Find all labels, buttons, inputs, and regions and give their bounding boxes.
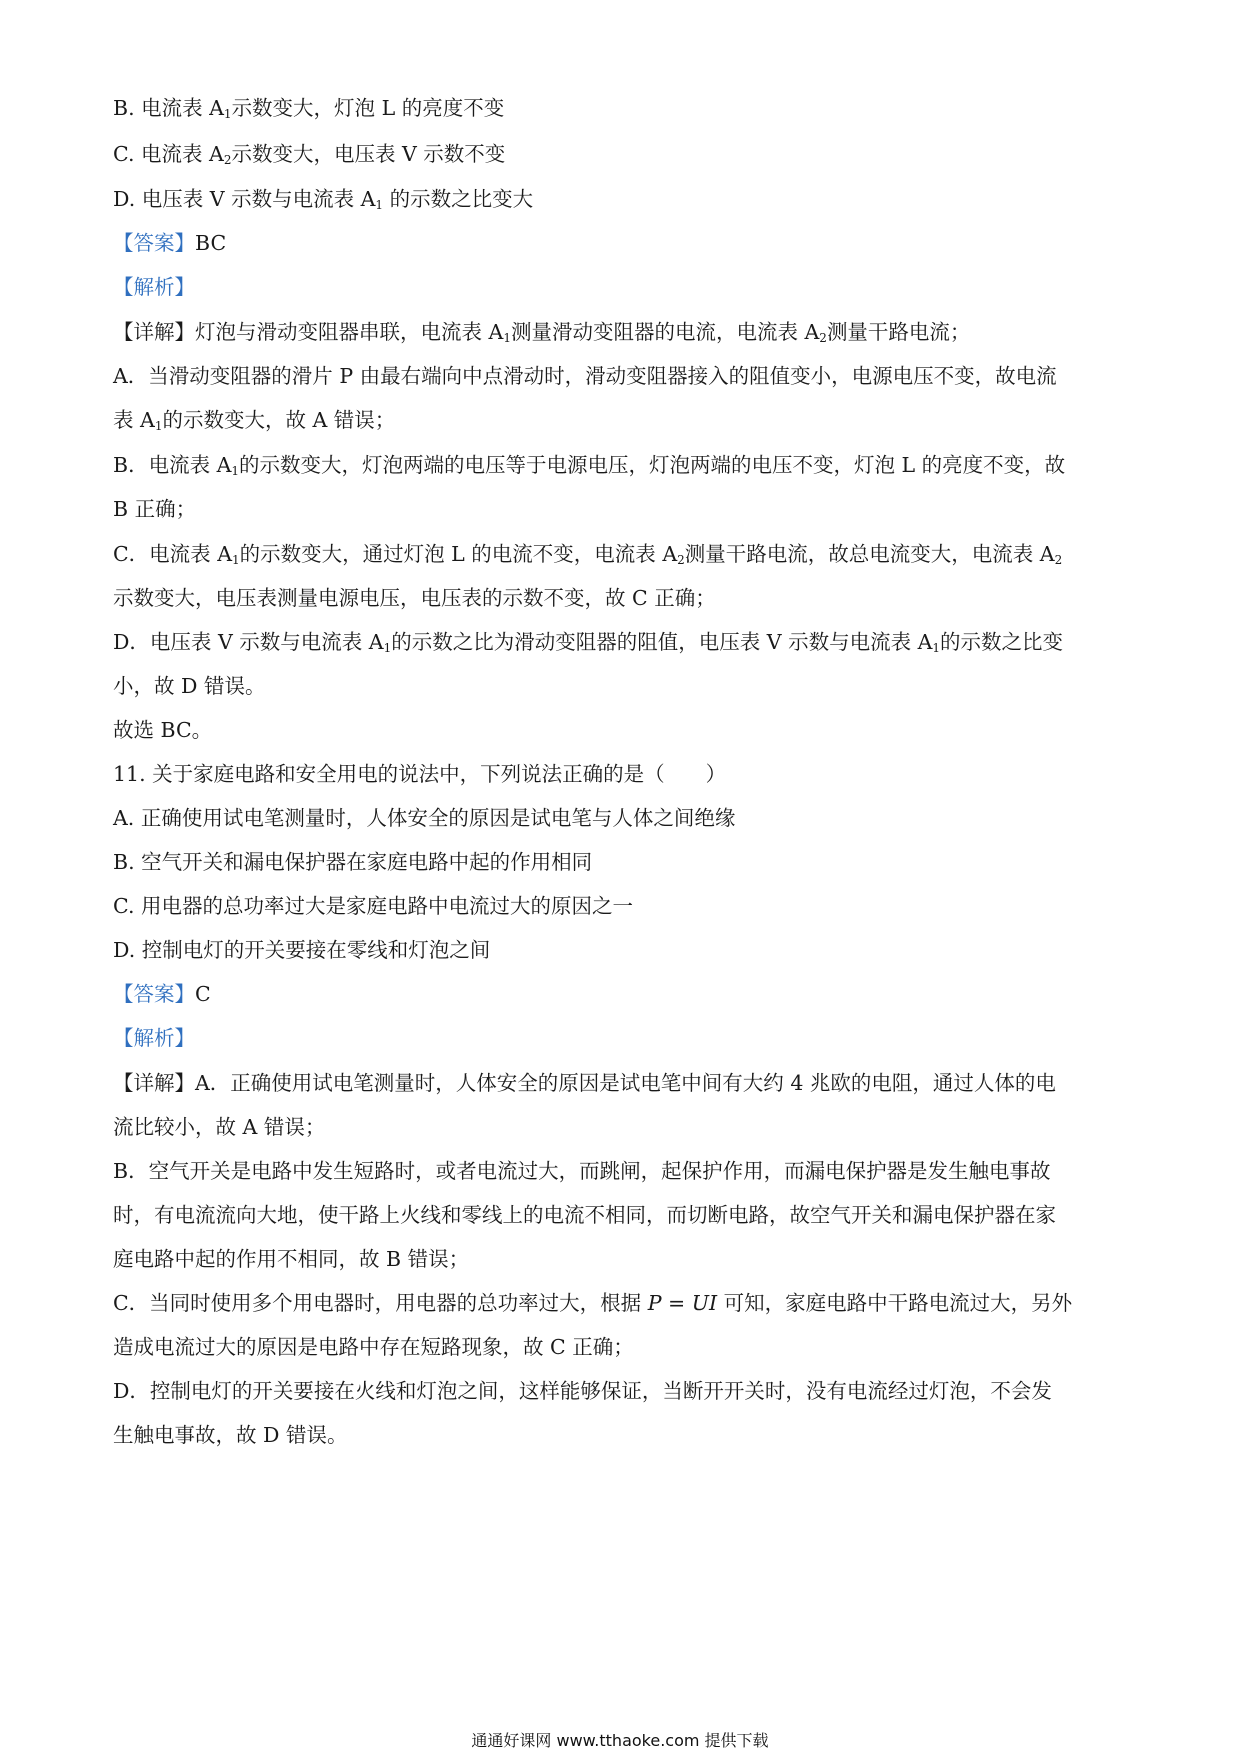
text-run: 的示数之比为滑动变阻器的阻值，电压表 V 示数与电流表 A (391, 630, 933, 654)
text-run: 表 A (113, 408, 155, 432)
q10-option-b (113, 94, 504, 122)
text-run: 小，故 D 错误。 (113, 674, 266, 698)
q10-conclusion (113, 716, 212, 744)
q11-detail-5 (113, 1245, 469, 1273)
q11-option-c (113, 892, 633, 920)
text-run: B. 电流表 A (113, 96, 224, 120)
section-tag: 【答案】 (113, 982, 195, 1006)
text-run: 生触电事故，故 D 错误。 (113, 1423, 348, 1447)
text-run: 【详解】灯泡与滑动变阻器串联，电流表 A (113, 320, 504, 344)
text-run: 的示数变大，故 A 错误； (162, 408, 396, 432)
subscript: 1 (375, 198, 384, 212)
q11-detail-7 (113, 1333, 634, 1361)
subscript: 1 (154, 419, 163, 433)
text-run: A．当滑动变阻器的滑片 P 由最右端向中点滑动时，滑动变阻器接入的阻值变小，电源电压不变，故电流 (113, 364, 1057, 388)
text-run: 的示数变大，灯泡两端的电压等于电源电压，灯泡两端的电压不变，灯泡 L 的亮度不变，故 (239, 453, 1066, 477)
text-run: 时，有电流流向大地，使干路上火线和零线上的电流不相同，而切断电路，故空气开关和漏电保护器在家 (113, 1203, 1056, 1227)
text-run: 示数变大，电压表 V 示数不变 (231, 142, 506, 166)
text-run: 流比较小，故 A 错误； (113, 1115, 326, 1139)
text-run: 造成电流过大的原因是电路中存在短路现象，故 C 正确； (113, 1335, 634, 1359)
text-run: C (195, 982, 211, 1006)
subscript: 2 (677, 553, 685, 567)
q11-option-b (113, 848, 592, 876)
text-run: C. 电流表 A (113, 142, 224, 166)
text-run: D．控制电灯的开关要接在火线和灯泡之间，这样能够保证，当断开开关时，没有电流经过灯泡，不会发 (113, 1379, 1052, 1403)
q11-detail-6 (113, 1289, 1072, 1317)
subscript: 2 (819, 331, 827, 345)
q10-detail-9 (113, 672, 265, 700)
section-tag: 【答案】 (113, 231, 195, 255)
q10-detail-6 (113, 540, 1062, 568)
q10-detail-5 (113, 495, 196, 523)
page-footer: 通通好课网 www.tthaoke.com 提供下载 (471, 1731, 769, 1750)
text-run: B．电流表 A (113, 453, 232, 477)
subscript: 1 (231, 464, 240, 478)
text-run: B. 空气开关和漏电保护器在家庭电路中起的作用相同 (113, 850, 593, 874)
q11-answer (113, 980, 211, 1008)
text-run: 测量滑动变阻器的电流，电流表 A (510, 320, 820, 344)
q10-detail-2 (113, 362, 1057, 390)
text-run: = (661, 1291, 692, 1315)
text-run: A. 正确使用试电笔测量时，人体安全的原因是试电笔与人体之间绝缘 (113, 806, 736, 830)
text-run: B 正确； (113, 497, 197, 521)
text-run: C．当同时使用多个用电器时，用电器的总功率过大，根据 (113, 1291, 648, 1315)
subscript: 1 (932, 641, 941, 655)
q11-analysis-label (113, 1024, 195, 1052)
q11-detail-3 (113, 1157, 1051, 1185)
q11-option-a (113, 804, 735, 832)
q11-option-d (113, 936, 490, 964)
q11-detail-9 (113, 1421, 347, 1449)
text-run: 测量干路电流，故总电流变大，电流表 A (684, 542, 1055, 566)
text-run: 【详解】A．正确使用试电笔测量时，人体安全的原因是试电笔中间有大约 4 兆欧的电阻，通过人体的电 (113, 1071, 1056, 1095)
text-run: 可知，家庭电路中干路电流过大，另外 (717, 1291, 1073, 1315)
text-run: D．电压表 V 示数与电流表 A (113, 630, 384, 654)
text-run: 测量干路电流； (826, 320, 971, 344)
subscript: 1 (223, 107, 232, 121)
text-run: 示数变大，电压表测量电源电压，电压表的示数不变，故 C 正确； (113, 586, 716, 610)
text-run: 故选 BC。 (113, 718, 213, 742)
q11-stem (113, 760, 726, 788)
q10-detail-3 (113, 406, 395, 434)
subscript: 1 (232, 553, 240, 567)
text-run: 11. 关于家庭电路和安全用电的说法中，下列说法正确的是（ ） (113, 762, 727, 786)
subscript: 1 (503, 331, 511, 345)
text-run: C．电流表 A (113, 542, 233, 566)
text-run: 示数变大，灯泡 L 的亮度不变 (231, 96, 505, 120)
formula-variable: UI (691, 1291, 718, 1315)
text-run: B．空气开关是电路中发生短路时，或者电流过大，而跳闸，起保护作用，而漏电保护器是发生触电事故 (113, 1159, 1051, 1183)
q10-option-d (113, 185, 533, 213)
q10-detail-4 (113, 451, 1065, 479)
text-run: 的示数变大，通过灯泡 L 的电流不变，电流表 A (239, 542, 678, 566)
section-tag: 【解析】 (113, 275, 195, 299)
q11-detail-1 (113, 1069, 1056, 1097)
q11-detail-8 (113, 1377, 1052, 1405)
q11-detail-2 (113, 1113, 325, 1141)
text-run: D. 控制电灯的开关要接在零线和灯泡之间 (113, 938, 491, 962)
q11-detail-4 (113, 1201, 1056, 1229)
q10-detail-1 (113, 318, 970, 346)
q10-detail-7 (113, 584, 716, 612)
text-run: C. 用电器的总功率过大是家庭电路中电流过大的原因之一 (113, 894, 633, 918)
text-run: BC (195, 231, 227, 255)
subscript: 2 (1054, 553, 1063, 567)
text-run: 庭电路中起的作用不相同，故 B 错误； (113, 1247, 470, 1271)
formula-variable: P (647, 1291, 662, 1315)
q10-answer (113, 229, 226, 257)
text-run: 的示数之比变大 (383, 187, 534, 211)
q10-analysis-label (113, 273, 195, 301)
text-run: D. 电压表 V 示数与电流表 A (113, 187, 376, 211)
subscript: 2 (223, 153, 232, 167)
section-tag: 【解析】 (113, 1026, 195, 1050)
q10-option-c (113, 140, 505, 168)
q10-detail-8 (113, 628, 1063, 656)
text-run: 的示数之比变 (940, 630, 1064, 654)
subscript: 1 (383, 641, 392, 655)
